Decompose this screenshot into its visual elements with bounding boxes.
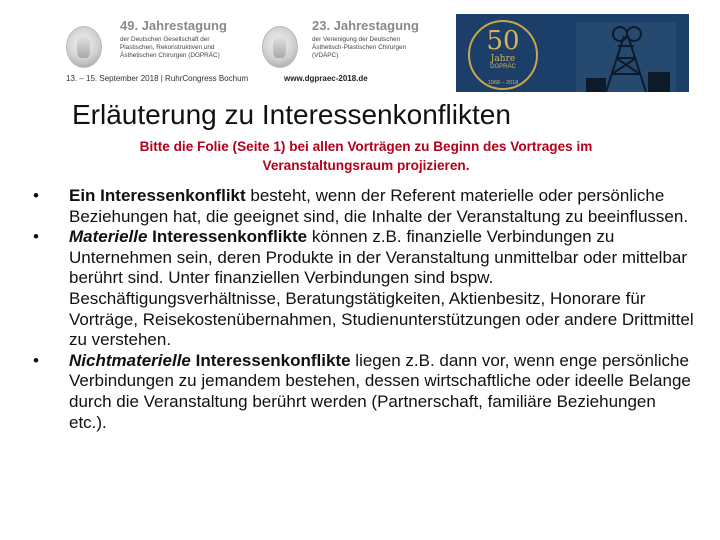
bullet-emphasis: Interessenkonflikte [190,350,351,370]
bullet-marker: • [33,227,39,247]
website-link[interactable]: www.dgpraec-2018.de [284,74,368,83]
left-event-heading: 49. Jahrestagung [120,18,227,33]
bullet-item [28,186,698,227]
anniversary-logo [456,14,689,92]
left-event-line: Plastischen, Rekonstruktiven und [120,44,215,51]
anniversary-org: DGPRÄC [490,64,516,70]
left-event-line: der Deutschen Gesellschaft der [120,36,210,43]
mine-tower-icon [576,22,676,92]
bullet-emphasis-italic: Materielle [69,227,148,247]
bullet-marker: • [33,350,39,370]
right-event-heading: 23. Jahrestagung [312,18,419,33]
bullet-emphasis: Interessenkonflikte [147,227,308,247]
right-event-line: Ästhetisch-Plastischen Chirurgen [312,44,407,51]
event-date-place: 13. – 15. September 2018 | RuhrCongress Bochum [66,74,249,83]
conference-banner [62,14,689,92]
right-event-line: (VDÄPC) [312,52,339,59]
bullet-emphasis-italic: Nichtmaterielle [69,350,191,370]
event-website [284,74,368,83]
bullet-item [28,227,698,351]
bullet-text: können z.B. finanzielle Verbindungen zu Unternehmen sein, deren Produkte in der Veranstaltung unmittelbar oder mittelbar berührt sind. Unter finanziellen Verbindungen sind bspw. Beschäftigungsverhältnisse, Beratungstätigkeiten, Aktienbesitz, Honorare für Vorträge, Reisekostenübernahmen, Studienunterstützungen oder andere Drittmittel zu verstehen. [69,227,694,350]
bullet-text: besteht, wenn der Referent materielle oder persönliche Beziehungen hat, die geeignet sind, die Inhalte der Veranstaltung zu beeinflussen. [69,186,689,226]
anniversary-number: 50 [486,26,520,56]
bullet-emphasis: Ein Interessenkonflikt [69,186,246,205]
anniversary-years: 1968 – 2018 [487,80,519,86]
slide-title: Erläuterung zu Interessenkonflikten [72,99,511,130]
bullet-item [28,351,698,433]
bullet-list [28,186,698,433]
bullet-marker: • [33,186,39,205]
bullet-text: liegen z.B. dann vor, wenn enge persönliche Verbindungen zu jemandem bestehen, dessen wirtschaftliche oder ideelle Belange durch die Veranstaltung berührt werden (Partnerschaft, familiäre Beziehungen etc.). [69,350,691,432]
crest-icon [262,26,298,68]
left-event-line: Ästhetischen Chirurgen (DGPRÄC) [120,52,220,59]
crest-icon [66,26,102,68]
slide-instruction: Bitte die Folie (Seite 1) bei allen Vorträgen zu Beginn des Vortrages im Veranstaltungsraum projizieren. [139,139,593,173]
right-event-line: der Vereinigung der Deutschen [312,36,401,43]
anniversary-word: Jahre [490,54,516,64]
